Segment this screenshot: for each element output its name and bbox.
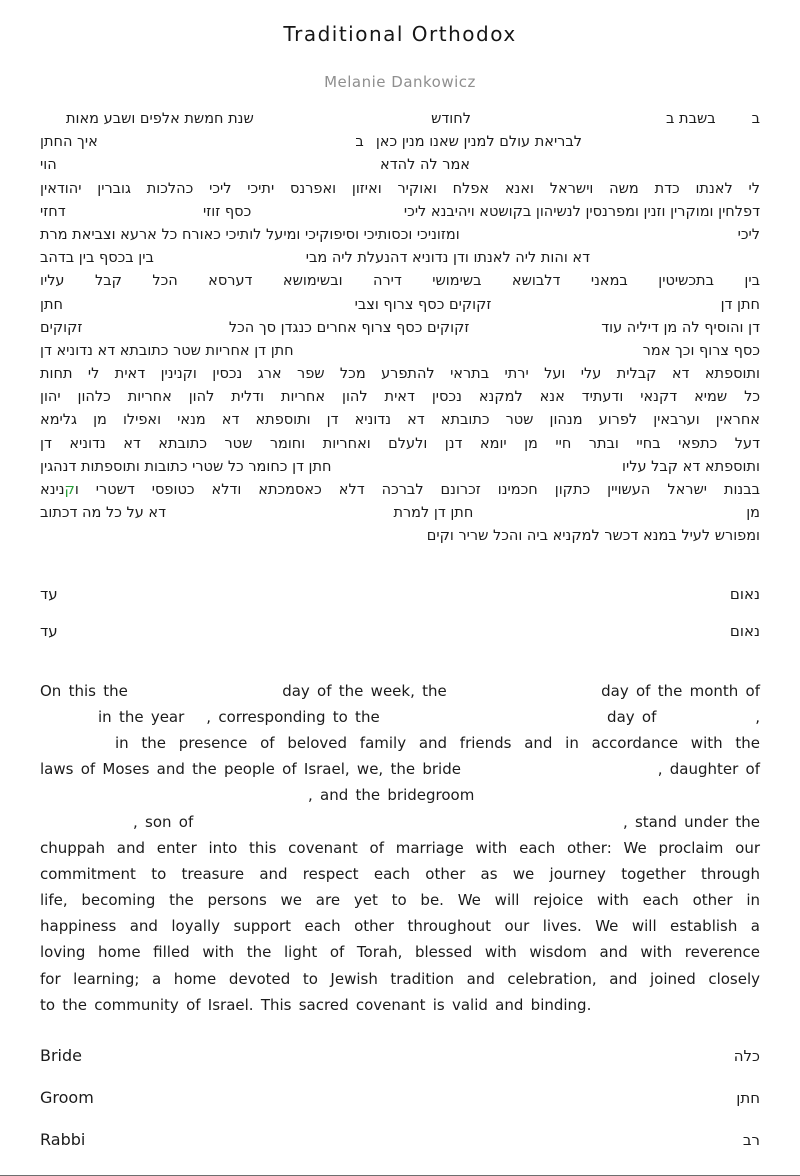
hebrew-line-6 (40, 224, 760, 247)
hebrew-text: בין בתכשיטין במאני דלבושא בשימושי דירה ובשימושא דערסא הכל קבל עליו (40, 273, 760, 290)
page-title: Traditional Orthodox (283, 22, 517, 46)
english-text-block (40, 678, 760, 1018)
fill-in-blank (98, 145, 356, 146)
english-text: , corresponding to the (206, 707, 380, 726)
fill-in-blank (656, 721, 755, 722)
hebrew-line-17 (40, 479, 760, 502)
fill-in-blank (66, 215, 203, 216)
fill-in-blank (461, 773, 658, 774)
english-line-1 (40, 678, 760, 704)
fill-in-blank (474, 799, 760, 800)
english-line-3 (40, 730, 760, 756)
hebrew-text: ב (355, 134, 364, 151)
fill-in-blank (447, 695, 601, 696)
english-text: day of the week, the (282, 681, 447, 700)
hebrew-text: נינא (40, 482, 65, 498)
hebrew-line-15 (40, 433, 760, 456)
witness-ed-label: עד (40, 621, 58, 640)
english-text: day of (607, 707, 657, 726)
fill-in-blank (582, 145, 760, 146)
hebrew-text-block (40, 108, 760, 549)
hebrew-text: דן והוסיף לה מן דיליה עוד (601, 319, 760, 336)
signature-row-bride (40, 1046, 760, 1066)
hebrew-text: זקוקים כסף צרוף וצבי (354, 296, 492, 313)
english-text: loving home filled with the light of Torah, blessed with wisdom and with reverence (40, 943, 760, 962)
fill-in-blank (460, 238, 738, 239)
fill-in-blank (193, 826, 623, 827)
hebrew-line-8 (40, 270, 760, 293)
hebrew-text: כל שמיא דקנאי ודעתיד אנא למקנא נכסין דאית להון אחריות ודלית להון אחריות כלהון יהון (40, 389, 760, 406)
fill-in-blank (184, 721, 206, 722)
english-text: for learning; a home devoted to Jewish tradition and celebration, and joined closely (40, 969, 760, 988)
hebrew-text: חתן דן אחריות שטר כתובתא דא נדוניא דן (40, 342, 294, 359)
bride-label: Bride (40, 1046, 82, 1065)
hebrew-line-13 (40, 386, 760, 409)
english-text: commitment to treasure and respect each other as we journey together through (40, 864, 760, 883)
english-line-12 (40, 966, 760, 992)
hebrew-text: חתן דן כחומר כל שטרי כתובות ותוספתות דנהגין (40, 458, 332, 475)
fill-in-blank (251, 215, 404, 216)
fill-in-blank (716, 122, 752, 123)
english-text: to the community of Israel. This sacred covenant is valid and binding. (40, 995, 592, 1014)
hebrew-text: הוי (40, 157, 57, 174)
signature-row-rabbi (40, 1130, 760, 1150)
signature-row-groom (40, 1088, 760, 1108)
fill-in-blank (470, 168, 760, 169)
hebrew-line-16 (40, 456, 760, 479)
fill-in-blank (332, 470, 623, 471)
hebrew-text: אמר לה להדא (380, 157, 470, 174)
hebrew-text: לי לאנתו כדת משה וישראל ואנא אפלח ואוקיר ואיזון ואפרנס יתיכי ליכי כהלכות גוברין יהודאין (40, 180, 760, 197)
hebrew-text: בין בכסף בין בדהב (40, 250, 154, 267)
fill-in-blank (491, 308, 720, 309)
hebrew-line-11 (40, 340, 760, 363)
english-line-4 (40, 756, 760, 782)
hebrew-text: לחודש (431, 111, 471, 127)
fill-in-blank (40, 122, 66, 123)
fill-in-blank (471, 122, 666, 123)
fill-in-blank (128, 695, 282, 696)
fill-in-blank (154, 261, 306, 262)
hebrew-text: דחזי (40, 203, 66, 220)
english-line-2 (40, 704, 760, 730)
hebrew-line-19 (40, 525, 760, 548)
hebrew-line-12 (40, 363, 760, 386)
fill-in-blank (294, 354, 643, 355)
hebrew-text: ומזוניכי וכסותיכי וסיפוקיכי ומיעל לותיכי כאורח כל ארעא וצביאת מרת (40, 226, 460, 243)
english-text: laws of Moses and the people of Israel, we, the bride (40, 760, 461, 779)
english-line-7 (40, 835, 760, 861)
english-line-10 (40, 913, 760, 939)
signature-block (40, 1046, 760, 1150)
english-text: in the year (98, 707, 185, 726)
english-line-5 (40, 782, 760, 808)
fill-in-blank (57, 168, 380, 169)
english-line-9 (40, 887, 760, 913)
hebrew-line-3 (40, 154, 760, 177)
english-line-6 (40, 809, 760, 835)
witness-block (40, 585, 760, 642)
hebrew-text: כסף צרוף וכך אמר (642, 342, 760, 359)
hebrew-text: אחראין וערבאין לפרוע מנהון שטר כתובתא דא נדוניא דן ותוספתא דא מנאי ואפילו מן גלימא (40, 412, 760, 429)
hebrew-text: לבריאת עולם למנין שאנו מנין כאן (375, 134, 582, 151)
english-text: On this the (40, 681, 128, 700)
fill-in-blank (254, 122, 431, 123)
fill-in-blank (590, 261, 760, 262)
rabbi-hebrew-label: רב (742, 1131, 760, 1149)
hebrew-line-5 (40, 201, 760, 224)
hebrew-text: חתן דן (720, 296, 760, 313)
witness-line-1 (40, 585, 760, 605)
hebrew-text: שנת חמשת אלפים ושבע מאות (66, 111, 254, 127)
english-text: day of the month of (601, 681, 760, 700)
hebrew-text: ליכי (737, 226, 760, 243)
hebrew-text: ב (751, 111, 760, 127)
hebrew-line-1 (40, 108, 760, 131)
hebrew-text: דא והות ליה לאנתו ודן נדוניא דהנעלת ליה מבי (305, 250, 590, 267)
groom-label: Groom (40, 1088, 94, 1107)
hebrew-text: כסף זוזי (203, 203, 252, 220)
hebrew-text: חתן (40, 296, 63, 313)
english-line-13 (40, 992, 760, 1018)
hebrew-text: חתן דן למרת (393, 505, 474, 522)
witness-ed-label: עד (40, 584, 58, 603)
english-text: , stand under the (622, 812, 760, 831)
english-text: happiness and loyally support each other throughout our lives. We will establish a (40, 917, 760, 936)
hebrew-text: ותוספתא דא קבל עליו (622, 458, 760, 475)
hebrew-line-10 (40, 317, 760, 340)
green-letter: ק (64, 482, 75, 498)
fill-in-blank (82, 331, 228, 332)
english-line-8 (40, 861, 760, 887)
hebrew-text: ומפורש לעיל במנא דכשר למקניא ביה והכל שריר וקים (426, 528, 760, 545)
hebrew-line-18 (40, 502, 760, 525)
hebrew-text: בבנות ישראל העשויין כתקון חכמינו זכרונם לברכה דלא כאסמכתא ודלא כטופסי דשטרי ו (74, 482, 760, 498)
hebrew-text: בשבת ב (666, 111, 716, 127)
fill-in-blank (40, 721, 98, 722)
fill-in-blank (364, 145, 376, 146)
witness-speech-label: נאום (729, 621, 760, 640)
fill-in-blank (380, 721, 607, 722)
english-text: life, becoming the persons we are yet to be. We will rejoice with each other in (40, 891, 760, 910)
artist-name: Melanie Dankowicz (324, 73, 476, 91)
hebrew-text: מן (746, 505, 760, 522)
hebrew-line-14 (40, 409, 760, 432)
english-line-11 (40, 939, 760, 965)
witness-line-2 (40, 622, 760, 642)
hebrew-line-4 (40, 178, 760, 201)
fill-in-blank (166, 516, 393, 517)
hebrew-text: ותוספתא דא קבלית עלי ועל ירתי בתראי להתפרע מכל שפר ארג נכסין וקנינין דאית לי תחות (40, 366, 760, 383)
english-text: , and the bridegroom (308, 786, 475, 805)
english-text: , daughter of (657, 760, 760, 779)
hebrew-text: זקוקים כסף צרוף אחרים כנגדן סך הכל (228, 319, 470, 336)
english-text: , son of (133, 812, 194, 831)
hebrew-line-9 (40, 294, 760, 317)
hebrew-text: דא על כל מה דכתוב (40, 505, 167, 522)
hebrew-text: זקוקים (40, 319, 83, 336)
groom-hebrew-label: חתן (736, 1089, 760, 1107)
fill-in-blank (40, 799, 308, 800)
english-text: chuppah and enter into this covenant of marriage with each other: We proclaim our (40, 838, 760, 857)
hebrew-text: דפלחין ומוקרין וזנין ומפרנסין לנשיהון בקושטא ויהיבנא ליכי (403, 203, 760, 220)
hebrew-line-7 (40, 247, 760, 270)
fill-in-blank (40, 826, 133, 827)
english-text: in the presence of beloved family and friends and in accordance with the (115, 733, 760, 752)
bride-hebrew-label: כלה (733, 1047, 760, 1065)
fill-in-blank (469, 331, 601, 332)
hebrew-text: דעל כתפאי בחיי ובתר חיי מן יומא דנן ולעלם ואחריות וחומר שטר כתובתא דא נדוניא דן (40, 435, 760, 452)
fill-in-blank (63, 308, 355, 309)
english-text: , (755, 707, 760, 726)
fill-in-blank (473, 516, 746, 517)
rabbi-label: Rabbi (40, 1130, 86, 1149)
witness-speech-label: נאום (729, 584, 760, 603)
hebrew-text: איך החתן (40, 134, 98, 151)
hebrew-line-2 (40, 131, 760, 154)
